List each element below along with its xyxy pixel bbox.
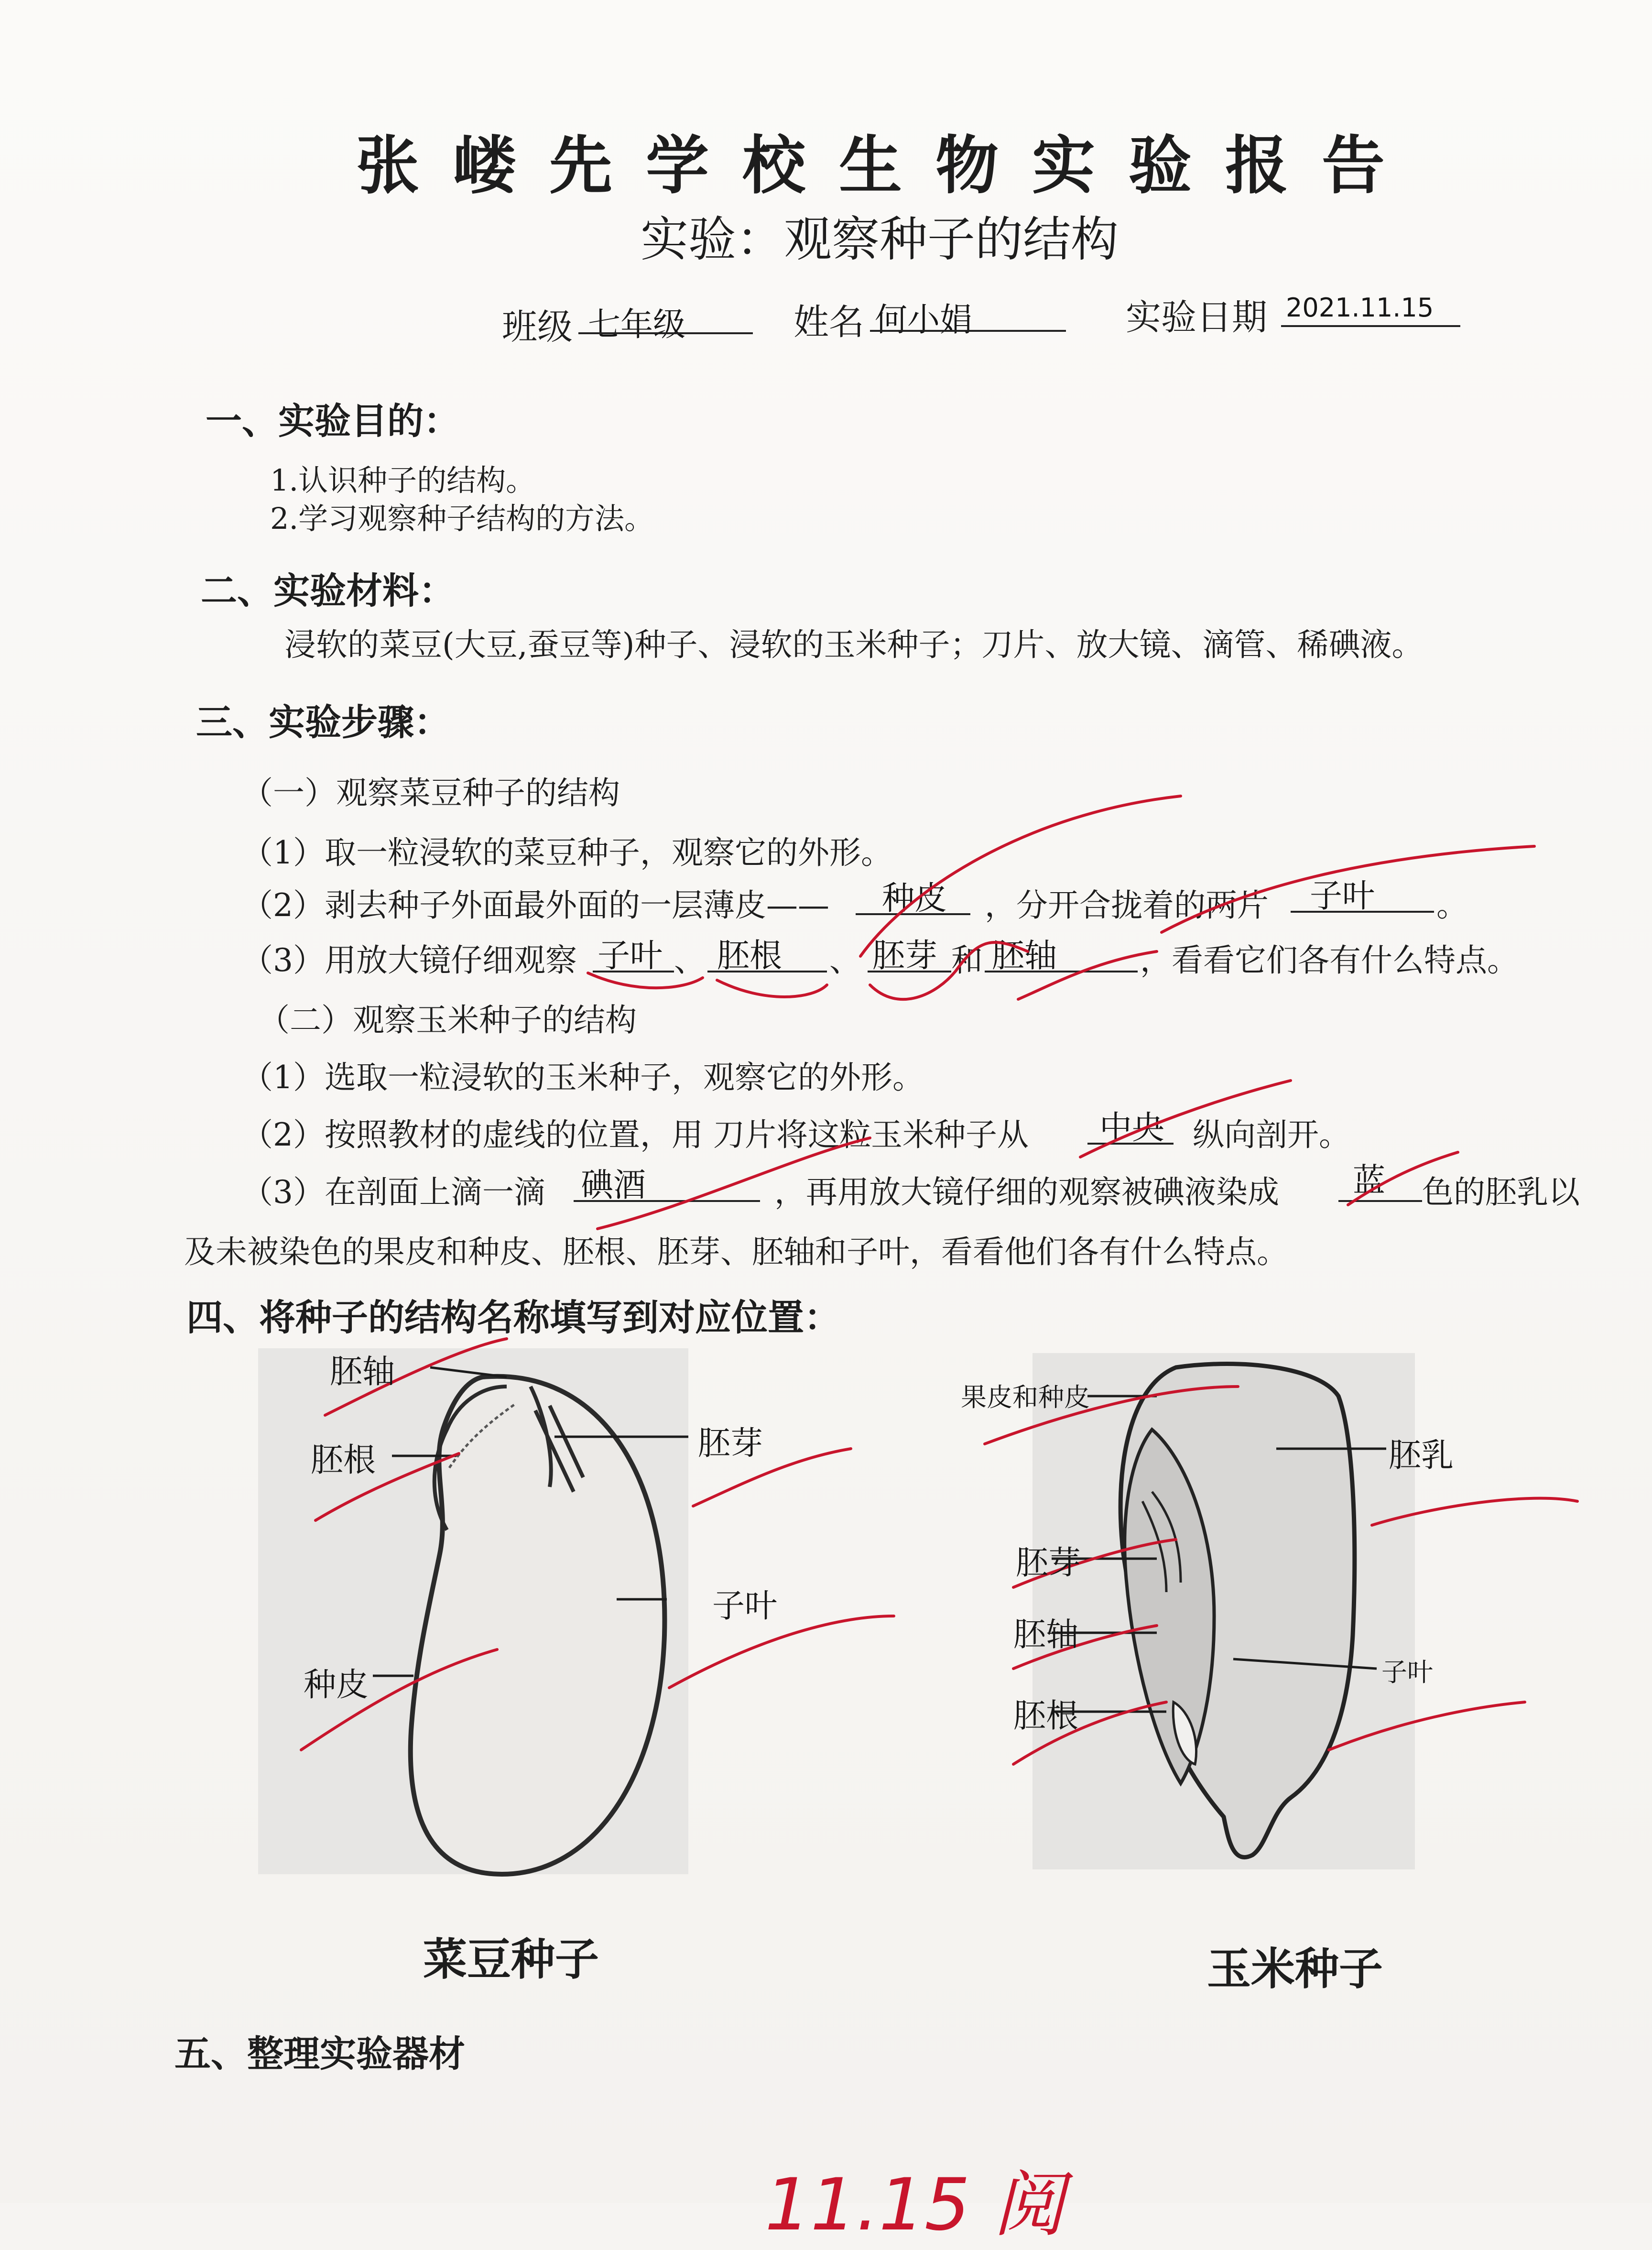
bean-label-plumule: 胚芽	[698, 1425, 763, 1463]
steps-heading: 三、实验步骤：	[196, 701, 450, 743]
purpose-item-2: 2.学习观察种子结构的方法。	[270, 501, 654, 536]
bean-step-2-end: 。	[1436, 887, 1468, 924]
s3-answer-3: 胚芽	[872, 937, 938, 975]
bean-step-2-text: （2）剥去种子外面最外面的一层薄皮——	[241, 887, 829, 924]
bean-caption: 菜豆种子	[423, 1934, 599, 1985]
bean-step-3-text: （3）用放大镜仔细观察	[241, 942, 577, 979]
materials-heading: 二、实验材料：	[201, 569, 455, 612]
s3-sep-1: 、	[674, 942, 706, 979]
s3-answer-2: 胚根	[717, 937, 783, 975]
bean-part-title: （一）观察菜豆种子的结构	[241, 775, 620, 811]
class-value: 七年级	[588, 306, 686, 344]
corn-step-3-mid: ，再用放大镜仔细的观察被碘液染成	[774, 1174, 1279, 1211]
cleanup-heading: 五、整理实验器材	[174, 2032, 465, 2075]
blue-answer: 蓝	[1353, 1162, 1386, 1200]
s3-sep-2: 、	[829, 942, 861, 979]
date-label: 实验日期	[1126, 297, 1267, 338]
corn-step-2-text: （2）按照教材的虚线的位置，用 刀片将这粒玉米种子从	[241, 1116, 1029, 1153]
bean-label-seed-coat: 种皮	[304, 1666, 369, 1704]
date-value: 2021.11.15	[1286, 293, 1434, 323]
bean-label-cotyledon: 子叶	[712, 1587, 778, 1625]
center-answer: 中央	[1099, 1109, 1165, 1147]
report-title: 张嵝先学校生物实验报告	[356, 129, 1418, 203]
s3-and: 和	[951, 942, 983, 979]
corn-label-plumule: 胚芽	[1016, 1544, 1081, 1582]
corn-label-radicle: 胚根	[1013, 1697, 1079, 1735]
corn-step-3-text: （3）在剖面上滴一滴	[241, 1174, 545, 1211]
bean-step-2-mid: ，分开合拢着的两片	[985, 887, 1269, 924]
cotyledon-answer: 子叶	[1310, 877, 1375, 915]
iodine-answer: 碘酒	[581, 1167, 646, 1204]
corn-step-3-end: 色的胚乳以	[1422, 1174, 1580, 1211]
corn-label-cotyledon: 子叶	[1381, 1657, 1433, 1687]
corn-label-hypocotyl: 胚轴	[1013, 1616, 1079, 1654]
name-value: 何小娟	[875, 301, 973, 339]
bean-label-hypocotyl: 胚轴	[330, 1353, 395, 1391]
class-label: 班级	[502, 306, 573, 348]
corn-label-pericarp: 果皮和种皮	[961, 1382, 1090, 1412]
corn-step-1: （1）选取一粒浸软的玉米种子，观察它的外形。	[241, 1059, 924, 1096]
materials-text: 浸软的菜豆(大豆,蚕豆等)种子、浸软的玉米种子；刀片、放大镜、滴管、稀碘液。	[284, 626, 1424, 663]
s3-answer-4: 胚轴	[992, 937, 1057, 975]
diagram-heading: 四、将种子的结构名称填写到对应位置：	[186, 1296, 840, 1339]
purpose-heading: 一、实验目的：	[206, 400, 460, 442]
bean-step-1: （1）取一粒浸软的菜豆种子，观察它的外形。	[241, 834, 892, 871]
s3-answer-1: 子叶	[598, 937, 663, 975]
seed-coat-answer: 种皮	[882, 880, 947, 917]
bean-step-3-end: ，看看它们各有什么特点。	[1140, 942, 1519, 979]
teacher-grading-mark: 11.15 阅	[765, 2163, 1065, 2247]
bean-label-radicle: 胚根	[311, 1442, 376, 1479]
corn-label-endosperm: 胚乳	[1389, 1437, 1454, 1475]
name-label: 姓名	[793, 302, 864, 343]
corn-step-3-line2: 及未被染色的果皮和种皮、胚根、胚芽、胚轴和子叶，看看他们各有什么特点。	[184, 1234, 1288, 1270]
experiment-subtitle: 实验：观察种子的结构	[641, 211, 1119, 267]
corn-caption: 玉米种子	[1207, 1944, 1383, 1995]
corn-part-title: （二）观察玉米种子的结构	[258, 1002, 637, 1038]
purpose-item-1: 1.认识种子的结构。	[270, 463, 536, 498]
corn-step-2-end: 纵向剖开。	[1193, 1116, 1350, 1153]
